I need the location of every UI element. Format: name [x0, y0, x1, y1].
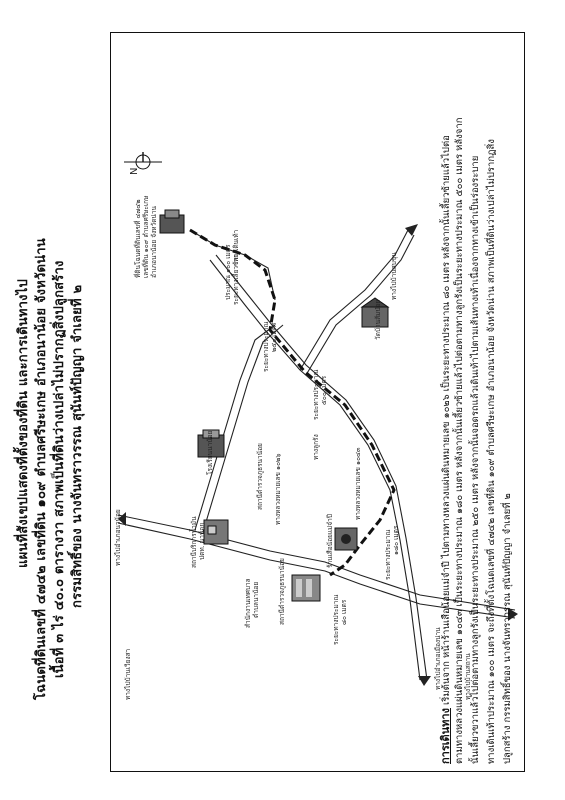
label-road-1026: ทางหลวงหมายเลข ๑๐๒๖: [274, 453, 282, 525]
label-laterite-road: ทางลูกรัง: [312, 434, 320, 460]
directions-text-1: เริ่มต้นจาก หน้าร้านเสือน้อยแม่จำปี ไปตามทางหลวงแผ่นดินหมายเลข ๑๐๒๖ เป็นระยะทางประมาณ ๘๐ เมตร หลังจากนั้นเลี้ยวซ้ายแล้วไปต่อ: [441, 135, 452, 705]
title-line-1: แผนที่สังเขปแสดงที่ตั้งของที่ดิน และการเดินทางไป: [16, 279, 31, 568]
label-to-ban-sathan: ทางไปบ้านสถาน: [464, 653, 472, 700]
parcel-building-icon: [160, 210, 184, 233]
label-turn-left: ระยะทางเลี้ยวซ้าย: [232, 254, 240, 305]
label-hospital-2: ตำบลนาน้อย: [252, 581, 260, 618]
label-parcel-1: ที่ดินโฉนดที่ดินเลขที่ ๔๗๔๒: [134, 199, 142, 278]
label-laterite-250-a: ระยะทางประมาณ: [262, 321, 270, 372]
label-to-amphoe: ทางไปอำเภอนาน้อย: [114, 509, 122, 566]
label-to-nan: ทางไปอำเภอเมืองน่าน: [434, 627, 442, 690]
title-line-3: เนื้อที่ ๓ ไร่ ๔๐.๐ ตารางวา สภาพเป็นที่ดินว่างเปล่าไม่ปรากฏสิ่งปลูกสร้าง: [52, 260, 67, 678]
directions-heading: การเดินทาง: [439, 708, 452, 764]
directions-line-3: นั้นเลี้ยวขวาแล้วไปต่อตามทางลูกรังเป็นระยะทางประมาณ ๒๕๐ เมตร หลังจากนั้นจอดรถแล้วเดินเท้าไปตามเส้นทางเท้าเนื่องจากทางเข้าเป็นร่องระบาย: [470, 155, 481, 764]
label-fuel-1: สถานีบริการน้ำมัน: [190, 516, 198, 568]
title-line-4: กรรมสิทธิ์ของ นางจันทราวรรณ สุนันท์ปัญญา จำเลยที่ ๒: [70, 284, 85, 608]
north-arrow: [124, 152, 162, 175]
label-to-wiang-sa: ทางไปบ้านเวียงสา: [124, 648, 132, 700]
label-dist-80-a: ระยะทางประมาณ: [332, 594, 340, 645]
office-building-icon: [292, 575, 320, 601]
shop-icon: [335, 528, 357, 550]
label-road-1043: ทางหลวงหมายเลข ๑๐๔๓: [354, 447, 362, 520]
label-parcel-2: เลขที่ดิน ๑๐๙ ตำบลศรีษะเกษ: [142, 195, 150, 278]
label-school: โรงเรียนนาน้อย: [206, 430, 214, 475]
label-shop-1: ร้านเสือน้อยแม่จำปี: [326, 514, 334, 568]
label-dist-180-b: ๑๘๐ เมตร: [392, 525, 400, 555]
label-temple: วัดบ้านส้มป่อย: [374, 299, 382, 340]
north-label: N: [129, 167, 140, 175]
label-fuel-2: ปตท. นาน้อย: [198, 522, 206, 560]
label-hospital-1: สำนักงานเทศบาล: [244, 578, 252, 628]
label-walk-dist: ประมาณ ๑๐๐ เมตร: [224, 244, 232, 300]
label-laterite-500-a: ระยะทางประมาณ: [312, 369, 320, 420]
label-laterite-250-b: ๒๕๐ เมตร: [270, 322, 278, 352]
label-walk-path: ทางเดินเท้า: [232, 229, 240, 262]
fuel-station-icon: [204, 520, 228, 544]
label-dist-180-a: ระยะทางประมาณ: [384, 529, 392, 580]
directions-line-4: ทางเดินเท้าประมาณ ๑๐๐ เมตร จะถึงที่ตั้งโฉนดเลขที่ ๔๗๔๒ เลขที่ดิน ๑๐๙ ตำบลศรีษะเกษ อำเภอนาน้อย จังหวัดน่าน สภาพเป็นที่ดินว่างเปล่าไม่ปรากฏสิ่ง: [486, 139, 497, 764]
directions-line-2: ตามทางหลวงแผ่นดินหมายเลข ๑๐๔๓ เป็นระยะทางประมาณ ๑๘๐ เมตร หลังจากนั้นเลี้ยวซ้ายแล้วไปต่อตามทางลูกรังเป็นระยะทางประมาณ ๕๐๐ เมตร หลังจาก: [454, 117, 465, 764]
label-police-1: สถานีตำรวจภูธรนาน้อย: [278, 558, 286, 625]
laterite-road-b: [203, 325, 283, 532]
title-line-2: โฉนดที่ดินเลขที่ ๔๗๔๒ เลขที่ดิน ๑๐๙ ตำบลศรีษะเกษ อำเภอนาน้อย จังหวัดน่าน: [34, 238, 49, 700]
label-parcel-3: อำเภอนาน้อย จังหวัดน่าน: [150, 206, 158, 278]
label-dist-80-b: ๘๐ เมตร: [340, 599, 348, 625]
directions-line-5: ปลูกสร้าง กรรมสิทธิ์ของ นางจันทราวรรณ สุนันท์ปัญญา จำเลยที่ ๒: [502, 493, 513, 764]
label-to-sop-khun: ทางไปบ้านสบขุน: [390, 252, 398, 300]
label-laterite-500-b: ๕๐๐ เมตร: [320, 375, 328, 405]
label-district-office: สถานีตำรวจภูธรนาน้อย: [256, 443, 264, 510]
